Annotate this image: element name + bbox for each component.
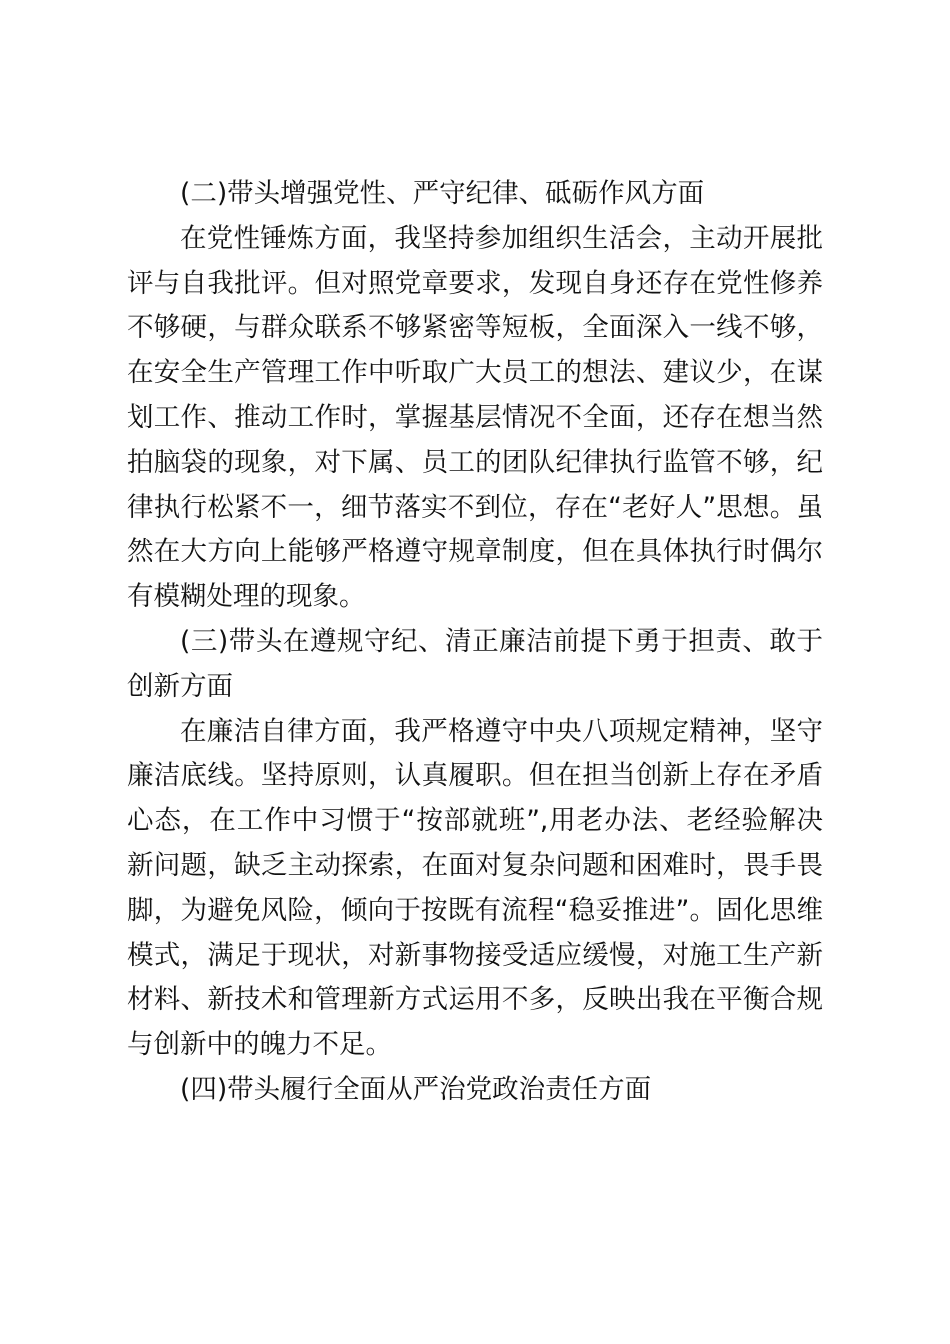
document-body <box>127 172 823 1113</box>
section-heading-3: (三)带头在遵规守纪、清正廉洁前提下勇于担责、敢于创新方面 <box>127 625 823 702</box>
section-heading-2: (二)带头增强党性、严守纪律、砥砺作风方面 <box>180 178 705 209</box>
section-heading-4: (四)带头履行全面从严治党政治责任方面 <box>180 1073 652 1105</box>
body-paragraph-integrity: 在廉洁自律方面，我严格遵守中央八项规定精神，坚守廉洁底线。坚持原则，认真履职。但在担当创新上存在矛盾心态，在工作中习惯于“按部就班”,用老办法、老经验解决新问题，缺乏主动探索，在面对复杂问题和困难时，畏手畏脚，为避免风险，倾向于按既有流程“稳妥推进”。固化思维模式，满足于现状，对新事物接受适应缓慢，对施工生产新材料、新技术和管理新方式运用不多，反映出我在平衡合规与创新中的魄力不足。 <box>127 715 823 1061</box>
body-paragraph-party-spirit: 在党性锤炼方面，我坚持参加组织生活会，主动开展批评与自我批评。但对照党章要求，发现自身还存在党性修养不够硬，与群众联系不够紧密等短板，全面深入一线不够，在安全生产管理工作中听取广大员工的想法、建议少，在谋划工作、推动工作时，掌握基层情况不全面，还存在想当然拍脑袋的现象，对下属、员工的团队纪律执行监管不够，纪律执行松紧不一，细节落实不到位，存在“老好人”思想。虽然在大方向上能够严格遵守规章制度，但在具体执行时偶尔有模糊处理的现象。 <box>127 222 823 613</box>
